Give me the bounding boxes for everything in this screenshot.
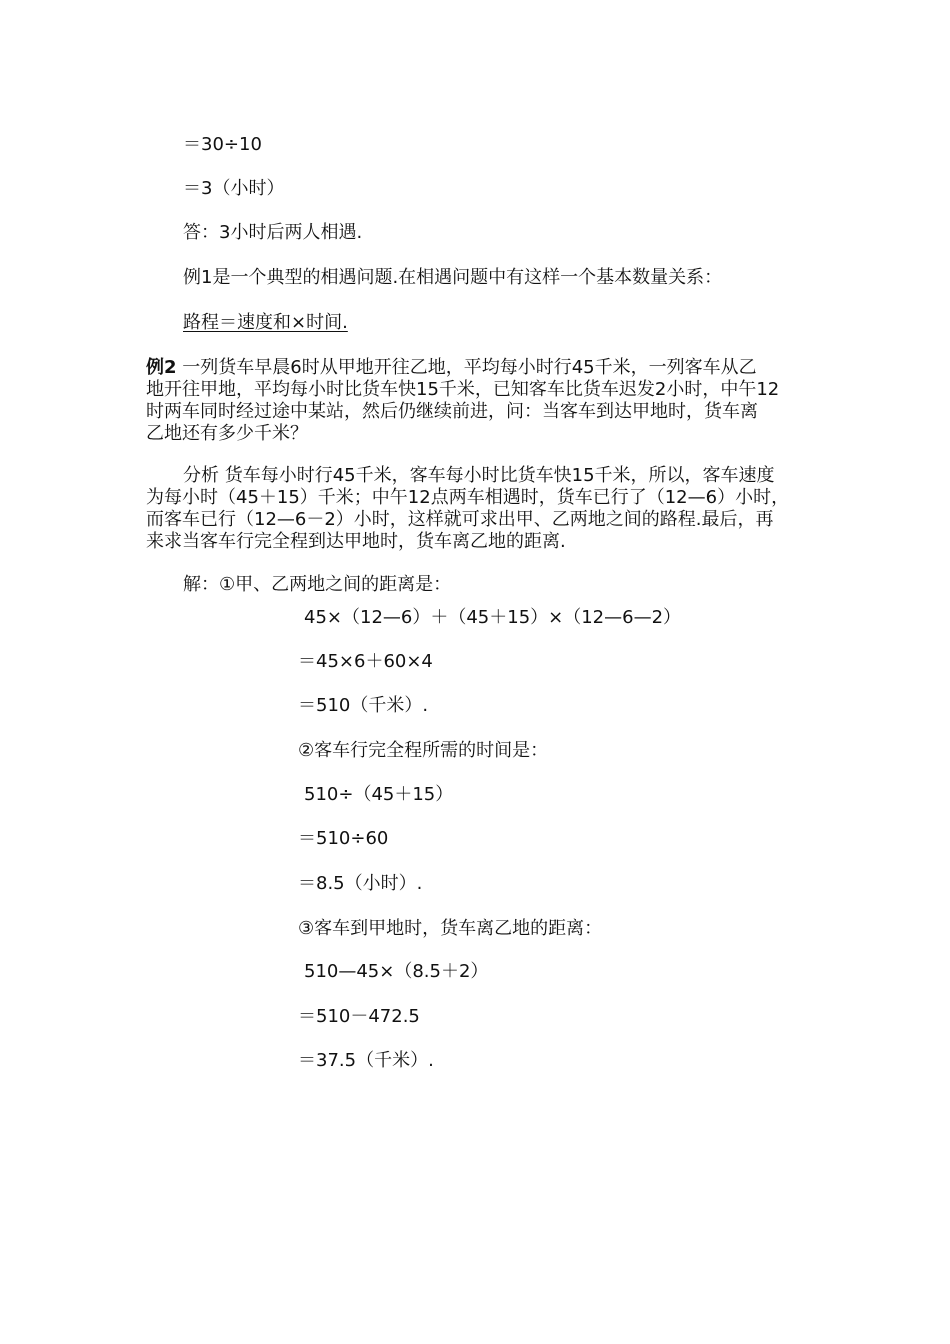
- solution-heading-2: ②客车行完全程所需的时间是：: [298, 740, 549, 761]
- calc-result-line: ＝3（小时）: [183, 178, 285, 199]
- analysis-text: 分析 货车每小时行45千米，客车每小时比货车快15千米，所以，客车速度: [183, 465, 775, 486]
- solution-heading-3: ③客车到甲地时，货车离乙地的距离：: [298, 918, 603, 939]
- solution-result: ＝510（千米）.: [298, 695, 429, 716]
- solution-step: ＝45×6＋60×4: [298, 651, 433, 672]
- answer-line: 答：3小时后两人相遇.: [183, 222, 363, 243]
- solution-expression: 510—45×（8.5＋2）: [304, 961, 489, 982]
- solution-step: ＝510÷60: [298, 828, 389, 849]
- analysis-text: 为每小时（45＋15）千米；中午12点两车相遇时，货车已行了（12—6）小时，: [146, 487, 790, 508]
- analysis-text: 而客车已行（12—6－2）小时，这样就可求出甲、乙两地之间的路程.最后，再: [146, 509, 774, 530]
- solution-expression: 45×（12—6）＋（45＋15）×（12—6—2）: [304, 607, 682, 628]
- example-label: 例2: [146, 357, 177, 378]
- problem-text: 乙地还有多少千米？: [146, 423, 308, 444]
- problem-text: 地开往甲地，平均每小时比货车快15千米，已知客车比货车迟发2小时，中午12: [146, 379, 780, 400]
- explanation-line: 例1是一个典型的相遇问题.在相遇问题中有这样一个基本数量关系：: [183, 267, 723, 288]
- solution-heading: 解：①甲、乙两地之间的距离是：: [183, 574, 452, 595]
- solution-expression: 510÷（45＋15）: [304, 784, 454, 805]
- formula-line: 路程＝速度和×时间.: [183, 312, 348, 333]
- analysis-paragraph: [146, 465, 789, 553]
- problem-text: 一列货车早晨6时从甲地开往乙地，平均每小时行45千米，一列客车从乙: [182, 357, 757, 378]
- analysis-text: 来求当客车行完全程到达甲地时，货车离乙地的距离.: [146, 531, 566, 552]
- example-2-problem: [146, 357, 779, 445]
- problem-text: 时两车同时经过途中某站，然后仍继续前进，问：当客车到达甲地时，货车离: [146, 401, 758, 422]
- calc-line: ＝30÷10: [183, 134, 262, 155]
- solution-result: ＝8.5（小时）.: [298, 873, 423, 894]
- solution-step: ＝510－472.5: [298, 1006, 420, 1027]
- solution-result: ＝37.5（千米）.: [298, 1050, 434, 1071]
